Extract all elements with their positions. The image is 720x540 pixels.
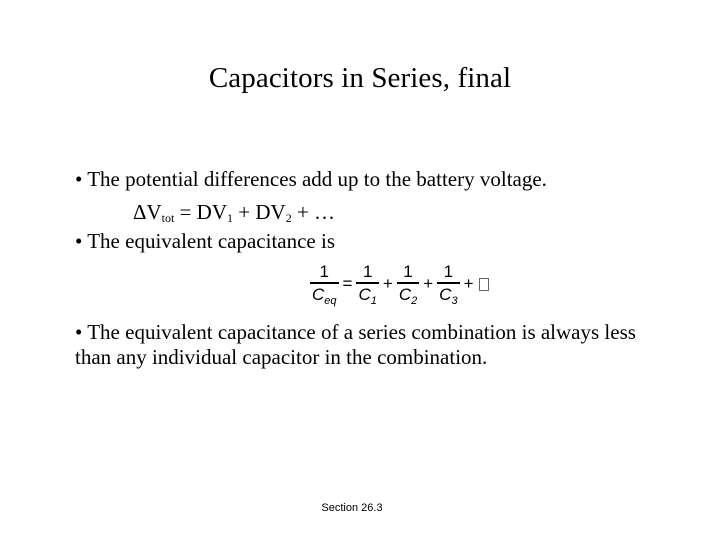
bullet-equivalent-capacitance: • The equivalent capacitance is [75,229,336,253]
c-symbol: C [439,284,452,304]
equation-term-1: = DV [174,200,228,224]
numerator: 1 [443,262,454,282]
denominator-c3 [437,284,459,306]
section-label: Section 26.3 [321,502,383,514]
subscript-2: 2 [285,211,292,225]
fraction-ceq [310,262,339,305]
subscript-1: 1 [370,294,377,307]
plus-sign: + [382,274,393,293]
c-symbol: C [312,284,325,304]
denominator-ceq [310,284,339,306]
subscript-2: 2 [411,294,418,307]
equation-ellipsis: + … [291,200,336,224]
capacitance-formula [310,258,489,310]
fraction-c1 [356,262,378,305]
fraction-c3 [437,262,459,305]
fraction-c2 [397,262,419,305]
subscript-3: 3 [451,294,458,307]
equation-term-2: + DV [233,200,286,224]
slide-title: Capacitors in Series, final [208,62,512,94]
denominator-c1 [356,284,378,306]
plus-sign: + [423,274,434,293]
delta-v-label: ΔV [133,200,162,224]
numerator: 1 [403,262,413,282]
eq-subscript: eq [324,294,337,307]
denominator-c2 [397,284,419,306]
plus-sign: + [463,274,474,293]
subscript-1: 1 [227,211,234,225]
tot-subscript: tot [161,211,175,225]
c-symbol: C [358,284,371,304]
bullet-potential-differences: • The potential differences add up to the battery voltage. [75,167,547,191]
bullet-series-combination-line1: • The equivalent capacitance of a series combination is always less [75,320,636,344]
equals-sign: = [342,274,353,293]
missing-glyph-icon [479,278,489,291]
c-symbol: C [398,284,412,304]
numerator: 1 [319,262,329,282]
voltage-equation [133,200,335,225]
section-footer [0,502,720,514]
numerator: 1 [362,262,373,282]
bullet-series-combination-line2: than any individual capacitor in the combination. [75,345,488,369]
